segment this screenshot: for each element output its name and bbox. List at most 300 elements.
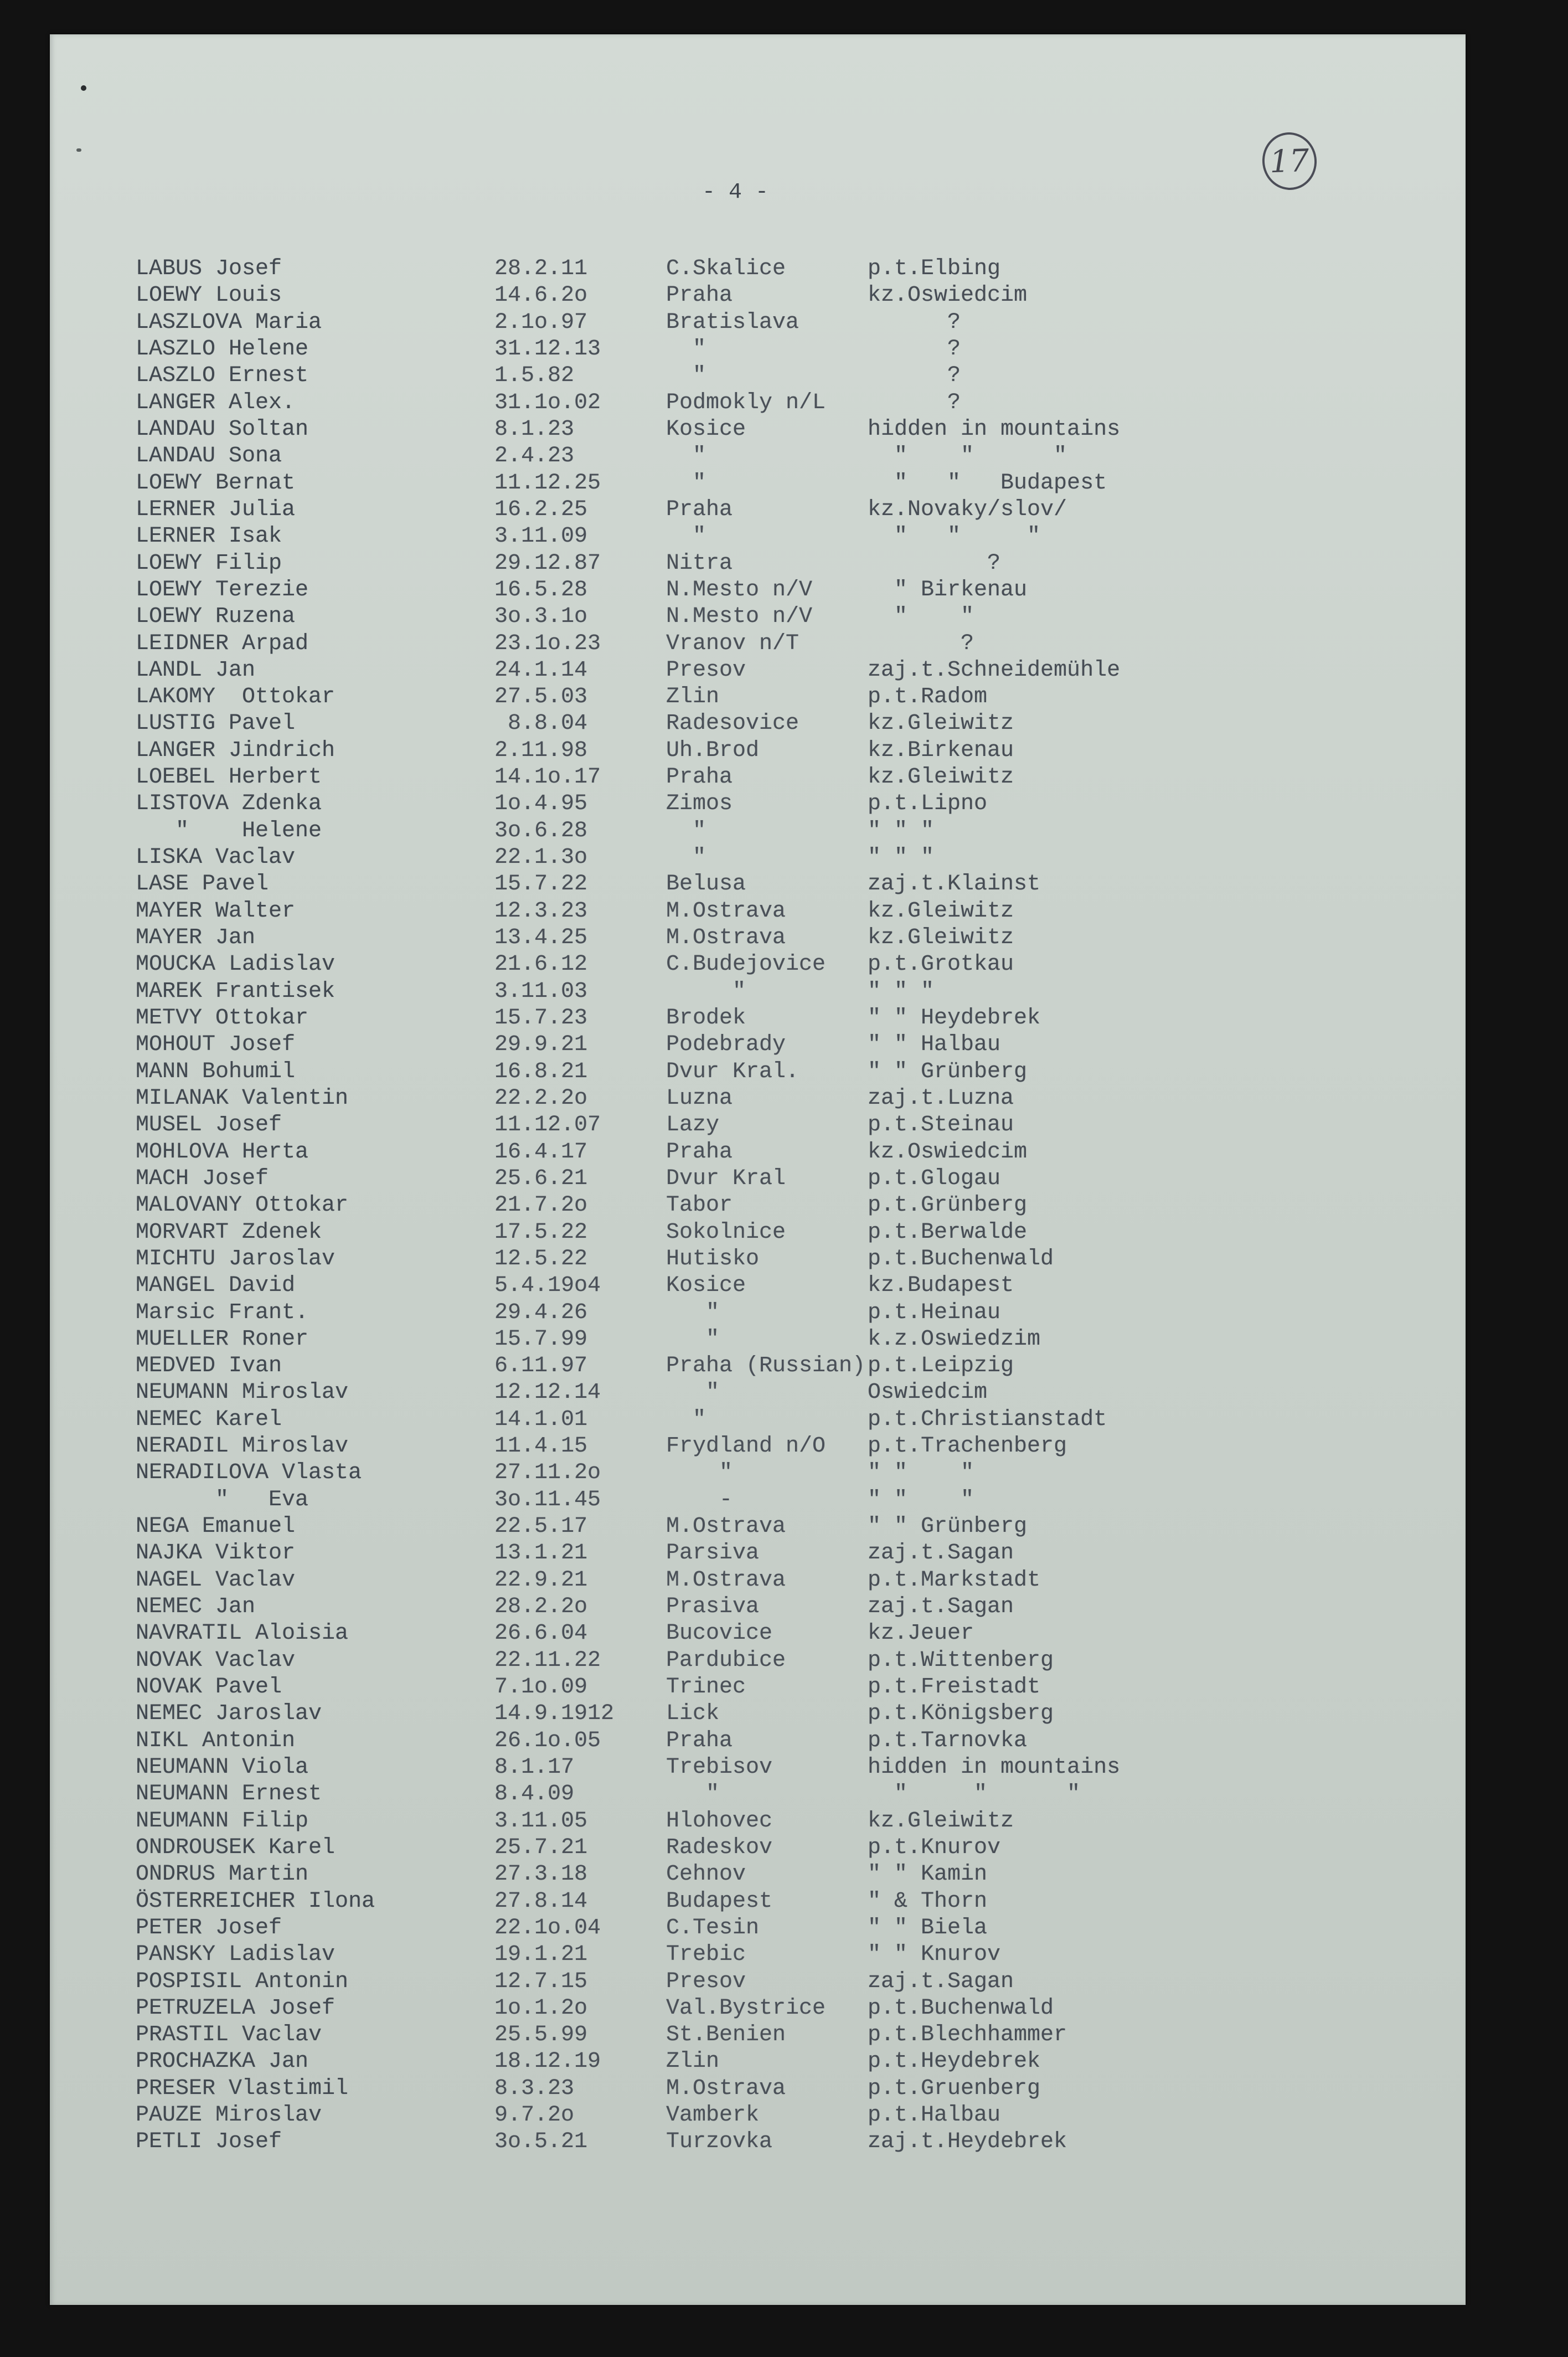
birth-date: 24.1.14 <box>494 657 588 683</box>
birth-date: 31.1o.02 <box>494 390 601 415</box>
camp-location: " & Thorn <box>868 1888 988 1914</box>
birth-place: Trebic <box>666 1942 746 1968</box>
birth-place: Praha <box>666 1728 733 1753</box>
person-name: LISKA Vaclav <box>136 845 296 870</box>
camp-location: ? <box>868 550 1001 576</box>
list-row <box>50 711 1466 737</box>
birth-place: " <box>666 363 706 389</box>
camp-location: " " Grünberg <box>868 1514 1028 1539</box>
birth-date: 23.1o.23 <box>494 631 601 656</box>
birth-place: Podmokly n/L <box>666 390 826 415</box>
folio-number: 17 <box>1269 142 1310 180</box>
birth-date: 3o.5.21 <box>494 2129 588 2155</box>
birth-date: 29.12.87 <box>494 550 601 576</box>
handwritten-folio-circle <box>1258 129 1321 194</box>
list-row <box>50 1407 1466 1433</box>
list-row <box>50 443 1466 470</box>
camp-location: p.t.Markstadt <box>868 1567 1041 1593</box>
birth-date: 21.6.12 <box>494 952 588 977</box>
list-row <box>50 1326 1466 1353</box>
list-row <box>50 604 1466 630</box>
list-row <box>50 2102 1466 2129</box>
camp-location: kz.Jeuer <box>868 1621 974 1646</box>
person-name: PRASTIL Vaclav <box>136 2023 322 2048</box>
birth-place: Bratislava <box>666 310 800 335</box>
birth-date: 22.1o.04 <box>494 1915 601 1941</box>
birth-date: 19.1.21 <box>494 1942 588 1968</box>
person-name: LANDAU Sona <box>136 444 282 469</box>
camp-location: p.t.Radom <box>868 685 988 710</box>
person-name: NERADILOVA Vlasta <box>136 1460 362 1486</box>
birth-place: M.Ostrava <box>666 898 786 924</box>
birth-place: Lazy <box>666 1113 720 1138</box>
camp-location: " " Heydebrek <box>868 1006 1041 1031</box>
birth-place: C.Tesin <box>666 1915 760 1941</box>
person-name: LOEWY Filip <box>136 550 282 576</box>
person-name: MOHLOVA Herta <box>136 1139 309 1165</box>
person-name: PAUZE Miroslav <box>136 2103 322 2128</box>
camp-location: ? <box>868 337 961 362</box>
camp-location: " " " <box>868 444 1067 469</box>
punch-mark <box>81 85 86 91</box>
birth-place: Praha (Russian) <box>666 1354 866 1379</box>
camp-location: kz.Oswiedcim <box>868 1139 1028 1165</box>
birth-place: Hutisko <box>666 1246 760 1272</box>
person-name: PRESER Vlastimil <box>136 2076 349 2101</box>
birth-date: 8.1.17 <box>494 1754 575 1780</box>
list-row <box>50 1487 1466 1514</box>
person-name: MAREK Frantisek <box>136 979 336 1004</box>
birth-place: " <box>666 818 706 843</box>
person-name: MACH Josef <box>136 1166 269 1191</box>
birth-place: Frydland n/O <box>666 1434 826 1459</box>
birth-date: 13.4.25 <box>494 925 588 950</box>
birth-place: Parsiva <box>666 1541 760 1566</box>
list-row <box>50 1460 1466 1486</box>
list-row <box>50 1701 1466 1727</box>
birth-date: 2.4.23 <box>494 444 575 469</box>
birth-date: 18.12.19 <box>494 2049 601 2075</box>
camp-location: " " " <box>868 845 935 870</box>
camp-location: kz.Gleiwitz <box>868 1808 1014 1834</box>
person-name: MANGEL David <box>136 1273 296 1299</box>
birth-date: 3.11.05 <box>494 1808 588 1834</box>
list-row <box>50 871 1466 898</box>
birth-place: Brodek <box>666 1006 746 1031</box>
list-row <box>50 310 1466 336</box>
birth-place: Uh.Brod <box>666 738 760 763</box>
person-name: MAYER Jan <box>136 925 256 950</box>
birth-place: Kosice <box>666 1273 746 1299</box>
camp-location: p.t.Steinau <box>868 1113 1014 1138</box>
person-name: NAGEL Vaclav <box>136 1567 296 1593</box>
person-name: LOEWY Terezie <box>136 577 309 603</box>
birth-place: Presov <box>666 1969 746 1994</box>
birth-date: 3o.11.45 <box>494 1487 601 1512</box>
camp-location: p.t.Grotkau <box>868 952 1014 977</box>
birth-place: Zimos <box>666 791 733 817</box>
birth-place: Lick <box>666 1701 720 1727</box>
camp-location: " " " <box>868 1460 974 1486</box>
punch-mark <box>76 148 81 152</box>
birth-date: 29.4.26 <box>494 1300 588 1325</box>
camp-location: kz.Gleiwitz <box>868 711 1014 737</box>
list-row <box>50 1969 1466 1995</box>
camp-location: p.t.Trachenberg <box>868 1434 1067 1459</box>
list-row <box>50 1300 1466 1326</box>
birth-place: " <box>666 470 706 496</box>
list-row <box>50 818 1466 845</box>
birth-place: - <box>666 1487 733 1512</box>
person-name: NEUMANN Filip <box>136 1808 309 1834</box>
birth-date: 3.11.09 <box>494 524 588 549</box>
camp-location: p.t.Heinau <box>868 1300 1001 1325</box>
birth-date: 1o.4.95 <box>494 791 588 817</box>
birth-place: " <box>666 444 706 469</box>
person-name: LEIDNER Arpad <box>136 631 309 656</box>
birth-date: 14.6.2o <box>494 283 588 308</box>
person-name: ÖSTERREICHER Ilona <box>136 1888 375 1914</box>
list-row <box>50 1594 1466 1620</box>
camp-location: kz.Gleiwitz <box>868 765 1014 790</box>
birth-place: " <box>666 1380 720 1406</box>
birth-date: 8.4.09 <box>494 1782 575 1807</box>
camp-location: k.z.Oswiedzim <box>868 1326 1041 1352</box>
list-row <box>50 1433 1466 1460</box>
camp-location: zaj.t.Sagan <box>868 1594 1014 1619</box>
camp-location: ? <box>868 390 961 415</box>
birth-date: 12.3.23 <box>494 898 588 924</box>
person-name: NOVAK Pavel <box>136 1675 282 1700</box>
person-name: MAYER Walter <box>136 898 296 924</box>
page-number: - 4 - <box>702 180 769 205</box>
person-name: Marsic Frant. <box>136 1300 309 1325</box>
birth-date: 12.12.14 <box>494 1380 601 1406</box>
person-name: NAJKA Viktor <box>136 1541 296 1566</box>
camp-location: p.t.Glogau <box>868 1166 1001 1191</box>
birth-place: Dvur Kral <box>666 1166 786 1191</box>
list-row <box>50 416 1466 443</box>
birth-date: 16.4.17 <box>494 1139 588 1165</box>
camp-location: kz.Budapest <box>868 1273 1014 1299</box>
list-row <box>50 1246 1466 1273</box>
camp-location: p.t.Wittenberg <box>868 1648 1054 1673</box>
camp-location: kz.Novaky/slov/ <box>868 497 1067 522</box>
list-row <box>50 1915 1466 1942</box>
camp-location: " " " <box>868 1487 974 1512</box>
list-row <box>50 1888 1466 1915</box>
camp-location: p.t.Christianstadt <box>868 1407 1107 1432</box>
list-row <box>50 1808 1466 1835</box>
birth-place: St.Benien <box>666 2023 786 2048</box>
birth-date: 27.8.14 <box>494 1888 588 1914</box>
birth-place: Vamberk <box>666 2103 760 2128</box>
birth-place: C.Budejovice <box>666 952 826 977</box>
list-row <box>50 1514 1466 1540</box>
list-row <box>50 523 1466 550</box>
birth-date: 22.11.22 <box>494 1648 601 1673</box>
birth-place: Sokolnice <box>666 1219 786 1245</box>
birth-place: M.Ostrava <box>666 1567 786 1593</box>
birth-place: " <box>666 1326 720 1352</box>
list-row <box>50 738 1466 764</box>
camp-location: p.t.Grünberg <box>868 1193 1028 1218</box>
birth-place: Zlin <box>666 2049 720 2075</box>
birth-place: Budapest <box>666 1888 773 1914</box>
list-row <box>50 1754 1466 1781</box>
list-row <box>50 951 1466 978</box>
list-row <box>50 470 1466 497</box>
birth-place: Praha <box>666 283 733 308</box>
list-row <box>50 1674 1466 1701</box>
birth-date: 3o.6.28 <box>494 818 588 843</box>
list-row <box>50 1835 1466 1861</box>
list-row <box>50 363 1466 389</box>
camp-location: p.t.Freistadt <box>868 1675 1041 1700</box>
camp-location: " " Biela <box>868 1915 988 1941</box>
camp-location: " " Halbau <box>868 1032 1001 1058</box>
person-name: MUELLER Roner <box>136 1326 309 1352</box>
birth-date: 22.1.3o <box>494 845 588 870</box>
birth-place: Pardubice <box>666 1648 786 1673</box>
list-row <box>50 1380 1466 1406</box>
list-row <box>50 1219 1466 1246</box>
person-name: LASZLOVA Maria <box>136 310 322 335</box>
person-name: NAVRATIL Aloisia <box>136 1621 349 1646</box>
person-name: LANGER Jindrich <box>136 738 336 763</box>
camp-location: zaj.t.Luzna <box>868 1085 1014 1111</box>
person-name: LASZLO Ernest <box>136 363 309 389</box>
list-row <box>50 1353 1466 1380</box>
birth-place: Trinec <box>666 1675 746 1700</box>
birth-place: Kosice <box>666 416 746 442</box>
camp-location: kz.Gleiwitz <box>868 898 1014 924</box>
birth-place: Cehnov <box>666 1862 746 1887</box>
list-row <box>50 1192 1466 1219</box>
birth-place: Hlohovec <box>666 1808 773 1834</box>
person-name: LERNER Julia <box>136 497 296 522</box>
camp-location: " " Grünberg <box>868 1059 1028 1084</box>
list-row <box>50 845 1466 871</box>
camp-location: " " " <box>868 1782 1081 1807</box>
birth-place: Turzovka <box>666 2129 773 2155</box>
birth-date: 25.6.21 <box>494 1166 588 1191</box>
birth-place: Praha <box>666 765 733 790</box>
person-name: PETLI Josef <box>136 2129 282 2155</box>
birth-place: " <box>666 1782 720 1807</box>
list-row <box>50 1032 1466 1058</box>
birth-date: 27.11.2o <box>494 1460 601 1486</box>
birth-place: N.Mesto n/V <box>666 577 813 603</box>
list-row <box>50 657 1466 684</box>
person-name: NEMEC Jan <box>136 1594 256 1619</box>
birth-place: Praha <box>666 1139 733 1165</box>
person-name: LASZLO Helene <box>136 337 309 362</box>
person-name: LOEWY Louis <box>136 283 282 308</box>
birth-date: 25.5.99 <box>494 2023 588 2048</box>
camp-location: ? <box>868 363 961 389</box>
list-row <box>50 1139 1466 1166</box>
camp-location: " " Kamin <box>868 1862 988 1887</box>
list-row <box>50 497 1466 523</box>
birth-date: 6.11.97 <box>494 1354 588 1379</box>
person-name: NIKL Antonin <box>136 1728 296 1753</box>
list-row <box>50 1728 1466 1754</box>
camp-location: p.t.Blechhammer <box>868 2023 1067 2048</box>
birth-date: 15.7.22 <box>494 872 588 897</box>
list-row <box>50 1781 1466 1808</box>
birth-place: Presov <box>666 657 746 683</box>
list-row <box>50 336 1466 363</box>
person-name: LOEWY Ruzena <box>136 604 296 630</box>
birth-date: 28.2.2o <box>494 1594 588 1619</box>
camp-location: p.t.Elbing <box>868 256 1001 281</box>
list-row <box>50 1620 1466 1647</box>
birth-place: " <box>666 1460 733 1486</box>
list-row <box>50 1085 1466 1112</box>
birth-place: Val.Bystrice <box>666 1995 826 2021</box>
birth-place: Praha <box>666 497 733 522</box>
list-row <box>50 1005 1466 1032</box>
person-name: LANGER Alex. <box>136 390 296 415</box>
birth-date: 14.1.01 <box>494 1407 588 1432</box>
list-row <box>50 979 1466 1005</box>
person-name: LAKOMY Ottokar <box>136 685 336 710</box>
camp-location: " " " <box>868 818 935 843</box>
person-name: LUSTIG Pavel <box>136 711 296 737</box>
birth-place: Radeskov <box>666 1835 773 1860</box>
birth-date: 12.7.15 <box>494 1969 588 1994</box>
camp-location: p.t.Heydebrek <box>868 2049 1041 2075</box>
list-row <box>50 925 1466 951</box>
person-name: NEUMANN Ernest <box>136 1782 322 1807</box>
birth-place: M.Ostrava <box>666 1514 786 1539</box>
birth-place: " <box>666 524 706 549</box>
camp-location: " " " <box>868 524 1041 549</box>
list-row <box>50 1648 1466 1674</box>
person-name: MICHTU Jaroslav <box>136 1246 336 1272</box>
list-row <box>50 390 1466 416</box>
birth-place: Tabor <box>666 1193 733 1218</box>
list-row <box>50 684 1466 711</box>
person-name: MEDVED Ivan <box>136 1354 282 1379</box>
birth-place: Luzna <box>666 1085 733 1111</box>
camp-location: p.t.Tarnovka <box>868 1728 1028 1753</box>
list-row <box>50 2129 1466 2155</box>
camp-location: kz.Oswiedcim <box>868 283 1028 308</box>
person-name: LANDL Jan <box>136 657 256 683</box>
name-list <box>50 256 1466 2194</box>
birth-date: 7.1o.09 <box>494 1675 588 1700</box>
birth-date: 15.7.99 <box>494 1326 588 1352</box>
list-row <box>50 1273 1466 1299</box>
list-row <box>50 282 1466 309</box>
camp-location: p.t.Buchenwald <box>868 1246 1054 1272</box>
person-name: MILANAK Valentin <box>136 1085 349 1111</box>
person-name: MALOVANY Ottokar <box>136 1193 349 1218</box>
camp-location: p.t.Buchenwald <box>868 1995 1054 2021</box>
person-name: PETRUZELA Josef <box>136 1995 336 2021</box>
birth-place: C.Skalice <box>666 256 786 281</box>
birth-place: Podebrady <box>666 1032 786 1058</box>
camp-location: p.t.Knurov <box>868 1835 1001 1860</box>
birth-date: 5.4.19o4 <box>494 1273 601 1299</box>
birth-date: 16.8.21 <box>494 1059 588 1084</box>
person-name: LISTOVA Zdenka <box>136 791 322 817</box>
list-row <box>50 256 1466 282</box>
list-row <box>50 1567 1466 1594</box>
camp-location: p.t.Leipzig <box>868 1354 1014 1379</box>
list-row <box>50 577 1466 604</box>
birth-date: 22.9.21 <box>494 1567 588 1593</box>
person-name: PROCHAZKA Jan <box>136 2049 309 2075</box>
birth-place: Zlin <box>666 685 720 710</box>
birth-date: 3o.3.1o <box>494 604 588 630</box>
birth-date: 16.2.25 <box>494 497 588 522</box>
person-name: ONDROUSEK Karel <box>136 1835 336 1860</box>
person-name: " Eva <box>136 1487 309 1512</box>
birth-place: " <box>666 1300 720 1325</box>
person-name: METVY Ottokar <box>136 1006 309 1031</box>
camp-location: zaj.t.Heydebrek <box>868 2129 1067 2155</box>
birth-date: 27.5.03 <box>494 685 588 710</box>
birth-date: 1.5.82 <box>494 363 575 389</box>
person-name: LOEBEL Herbert <box>136 765 322 790</box>
birth-place: " <box>666 337 706 362</box>
person-name: NEGA Emanuel <box>136 1514 296 1539</box>
birth-date: 9.7.2o <box>494 2103 575 2128</box>
birth-date: 27.3.18 <box>494 1862 588 1887</box>
camp-location: Oswiedcim <box>868 1380 988 1406</box>
birth-date: 8.1.23 <box>494 416 575 442</box>
birth-date: 31.12.13 <box>494 337 601 362</box>
person-name: PETER Josef <box>136 1915 282 1941</box>
birth-place: Nitra <box>666 550 733 576</box>
birth-date: 15.7.23 <box>494 1006 588 1031</box>
list-row <box>50 550 1466 577</box>
list-row <box>50 1540 1466 1567</box>
list-row <box>50 2049 1466 2075</box>
person-name: LASE Pavel <box>136 872 269 897</box>
birth-place: Trebisov <box>666 1754 773 1780</box>
camp-location: p.t.Königsberg <box>868 1701 1054 1727</box>
birth-date: 11.12.25 <box>494 470 601 496</box>
camp-location: " " " <box>868 979 935 1004</box>
camp-location: " " Budapest <box>868 470 1107 496</box>
birth-date: 25.7.21 <box>494 1835 588 1860</box>
person-name: NOVAK Vaclav <box>136 1648 296 1673</box>
list-row <box>50 1112 1466 1139</box>
birth-date: 26.6.04 <box>494 1621 588 1646</box>
person-name: NEUMANN Viola <box>136 1754 309 1780</box>
birth-place: M.Ostrava <box>666 925 786 950</box>
birth-place: Prasiva <box>666 1594 760 1619</box>
birth-date: 14.9.1912 <box>494 1701 615 1727</box>
birth-date: 22.2.2o <box>494 1085 588 1111</box>
birth-date: 22.5.17 <box>494 1514 588 1539</box>
birth-place: " <box>666 1407 706 1432</box>
camp-location: p.t.Gruenberg <box>868 2076 1041 2101</box>
camp-location: zaj.t.Sagan <box>868 1541 1014 1566</box>
person-name: LOEWY Bernat <box>136 470 296 496</box>
birth-date: 2.11.98 <box>494 738 588 763</box>
birth-date: 29.9.21 <box>494 1032 588 1058</box>
camp-location: kz.Birkenau <box>868 738 1014 763</box>
list-row <box>50 1942 1466 1968</box>
list-row <box>50 1059 1466 1085</box>
camp-location: zaj.t.Schneidemühle <box>868 657 1121 683</box>
birth-date: 14.1o.17 <box>494 765 601 790</box>
